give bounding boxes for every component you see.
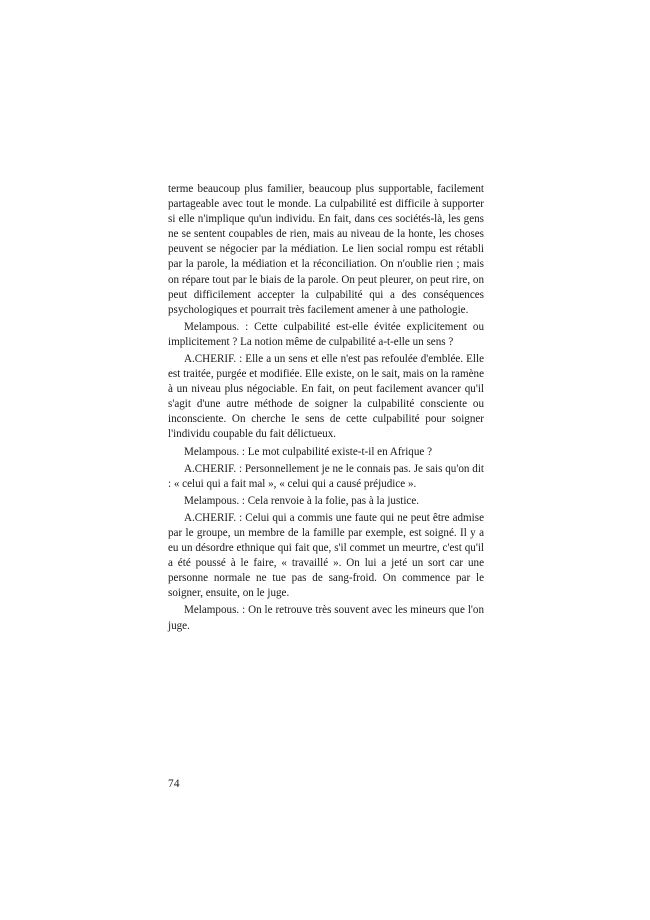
paragraph: terme beaucoup plus familier, beaucoup plus supportable, facilement partageable avec tout le monde. La culpabilité est difficile à supporter si elle n'implique qu'un individu. En fait, dans ces sociétés-là, les gens ne se sentent coupables de rien, mais au niveau de la honte, les choses peuvent se négocier par la médiation. Le lien social rompu est rétabli par la parole, la médiation et la réconciliation. On n'oublie rien ; mais on répare tout par le biais de la parole. On peut pleurer, on peut rire, on peut difficilement accepter la culpabilité qui a des conséquences psychologiques et pourrait très facilement amener à une pathologie. bbox=[168, 183, 484, 316]
paragraph: Melampous. : On le retrouve très souvent avec les mineurs que l'on juge. bbox=[168, 604, 484, 632]
body-text bbox=[168, 182, 484, 636]
page-number: 74 bbox=[168, 778, 180, 790]
paragraph: Melampous. : Le mot culpabilité existe-t-il en Afrique ? bbox=[184, 445, 433, 458]
paragraph: Melampous. : Cela renvoie à la folie, pas à la justice. bbox=[184, 494, 420, 507]
paragraph: A.CHERIF. : Celui qui a commis une faute qui ne peut être admise par le groupe, un membre de la famille par exemple, est soigné. Il y a eu un désordre ethnique qui fait que, s'il commet un meurtre, c'est qu'il a été poussé à le faire, « travaillé ». On lui a jeté un sort car une personne normale ne tue pas de sang-froid. On commence par le soigner, ensuite, on le juge. bbox=[168, 511, 484, 600]
paragraph: A.CHERIF. : Elle a un sens et elle n'est pas refoulée d'emblée. Elle est traitée, purgée et modifiée. Elle existe, on le sait, mais on la ramène à un niveau plus négociable. En fait, on peut facilement avancer qu'il s'agit d'une autre méthode de soigner la culpabilité consciente ou inconsciente. On cherche le sens de cette culpabilité pour soigner l'individu coupable du fait délictueux. bbox=[168, 353, 484, 441]
paragraph: Melampous. : Cette culpabilité est-elle évitée explicitement ou implicitement ? La notion même de culpabilité a-t-elle un sens ? bbox=[168, 320, 484, 348]
paragraph: A.CHERIF. : Personnellement je ne le connais pas. Je sais qu'on dit : « celui qui a fait mal », « celui qui a causé préjudice ». bbox=[168, 462, 484, 490]
